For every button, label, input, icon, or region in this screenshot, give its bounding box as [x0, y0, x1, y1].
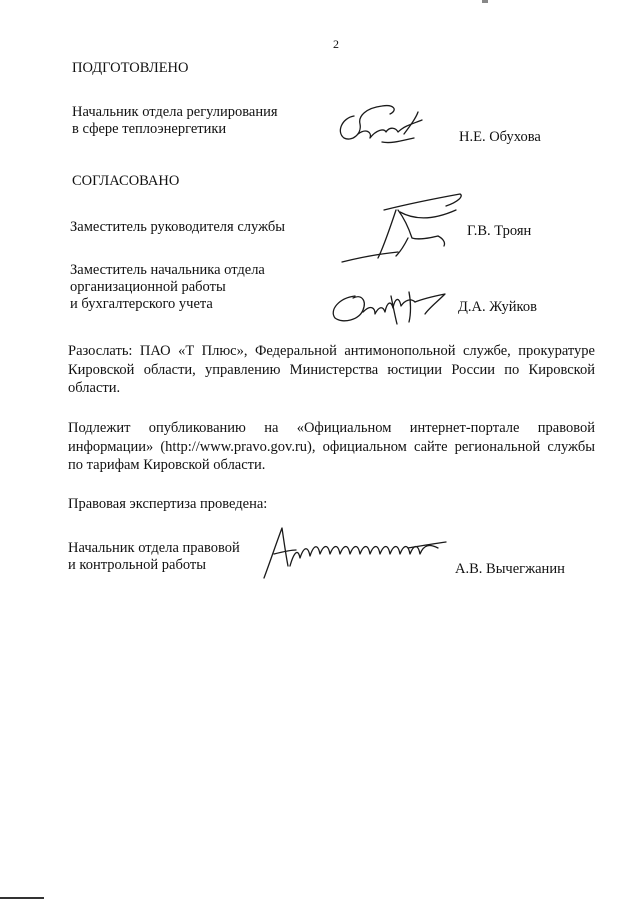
signature-vychegzhanin	[260, 522, 450, 582]
signature-zhuykov	[325, 284, 450, 330]
agreed-signer2-position-line1: Заместитель начальника отдела	[70, 262, 265, 278]
legal-review-position-line1: Начальник отдела правовой	[68, 540, 240, 556]
signature-troyan	[338, 188, 468, 270]
page-number: 2	[333, 37, 339, 51]
prepared-name: Н.Е. Обухова	[459, 129, 541, 145]
prepared-position-line1: Начальник отдела регулирования	[72, 104, 278, 120]
agreed-signer2-position-line3: и бухгалтерского учета	[70, 296, 213, 312]
agreed-signer1-name: Г.В. Троян	[467, 223, 532, 239]
legal-review-heading: Правовая экспертиза проведена:	[68, 496, 268, 512]
legal-review-name: А.В. Вычегжанин	[455, 561, 565, 577]
signature-obukhova	[332, 98, 432, 154]
publication-paragraph: Подлежит опубликованию на «Официальном интернет-портале правовой информации» (http://www.pravo.gov.ru), официальном сайте региональной службы по тарифам Кировской области.	[68, 420, 595, 473]
agreed-signer1-position: Заместитель руководителя службы	[70, 219, 286, 235]
scan-mark	[482, 0, 488, 3]
scan-edge-line	[0, 897, 44, 899]
distribution-paragraph: Разослать: ПАО «Т Плюс», Федеральной антимонопольной службе, прокуратуре Кировской области, управлению Министерства юстиции России по Кировской области.	[68, 343, 595, 396]
prepared-heading: ПОДГОТОВЛЕНО	[72, 60, 189, 76]
agreed-signer2-position-line2: организационной работы	[70, 279, 226, 295]
agreed-heading: СОГЛАСОВАНО	[72, 173, 180, 189]
legal-review-position-line2: и контрольной работы	[68, 557, 206, 573]
agreed-signer2-name: Д.А. Жуйков	[458, 299, 537, 315]
prepared-position-line2: в сфере теплоэнергетики	[72, 121, 227, 137]
